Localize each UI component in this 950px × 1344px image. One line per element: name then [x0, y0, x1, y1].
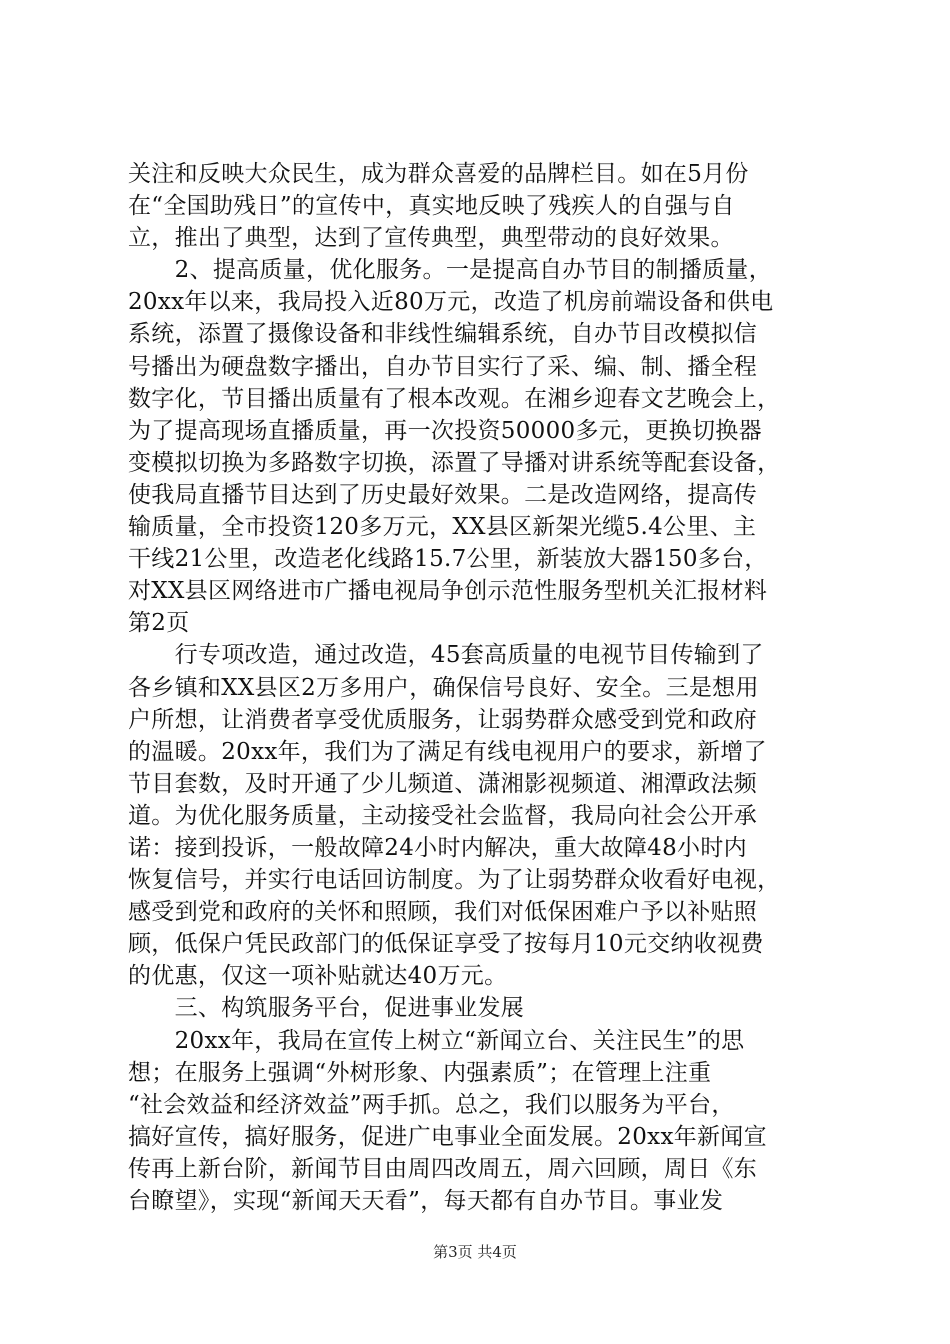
text-line: 使我局直播节目达到了历史最好效果。二是改造网络，提高传	[128, 481, 758, 508]
page-number: 第3页 共4页	[433, 1243, 517, 1261]
text-line: 顾，低保户凭民政部门的低保证享受了按每月10元交纳收视费	[128, 931, 764, 958]
text-line: 想；在服务上强调“外树形象、内强素质”；在管理上注重	[128, 1059, 712, 1086]
text-line: 在“全国助残日”的宣传中，真实地反映了残疾人的自强与自	[128, 193, 735, 220]
text-line: 各乡镇和XX县区2万多用户，确保信号良好、安全。三是想用	[128, 674, 759, 701]
text-line: 的温暖。20xx年，我们为了满足有线电视用户的要求，新增了	[128, 738, 767, 765]
text-line: 号播出为硬盘数字播出，自办节目实行了采、编、制、播全程	[128, 353, 758, 380]
text-line: 为了提高现场直播质量，再一次投资50000多元，更换切换器	[128, 417, 762, 444]
text-line: 数字化，节目播出质量有了根本改观。在湘乡迎春文艺晚会上，	[128, 385, 781, 412]
text-line: “社会效益和经济效益”两手抓。总之，我们以服务为平台，	[128, 1091, 735, 1118]
text-line: 系统，添置了摄像设备和非线性编辑系统，自办节目改模拟信	[128, 321, 758, 348]
page-footer	[0, 1242, 950, 1262]
text-line: 台瞭望》，实现“新闻天天看”，每天都有自办节目。事业发	[128, 1188, 724, 1214]
text-line: 20xx年以来，我局投入近80万元，改造了机房前端设备和供电	[128, 289, 774, 316]
text-line: 对XX县区网络进市广播电视局争创示范性服务型机关汇报材料	[128, 578, 768, 605]
text-line: 恢复信号，并实行电话回访制度。为了让弱势群众收看好电视，	[128, 867, 781, 894]
text-line: 行专项改造，通过改造，45套高质量的电视节目传输到了	[128, 642, 764, 669]
text-line: 诺：接到投诉，一般故障24小时内解决，重大故障48小时内	[128, 834, 747, 861]
body-text	[128, 158, 828, 1217]
text-line: 立，推出了典型，达到了宣传典型，典型带动的良好效果。	[128, 225, 734, 252]
text-line: 变模拟切换为多路数字切换，添置了导播对讲系统等配套设备，	[128, 449, 781, 476]
text-line: 传再上新台阶，新闻节目由周四改周五，周六回顾，周日《东	[128, 1155, 758, 1182]
text-line: 户所想，让消费者享受优质服务，让弱势群众感受到党和政府	[128, 706, 758, 733]
text-line: 道。为优化服务质量，主动接受社会监督，我局向社会公开承	[128, 802, 758, 829]
text-line: 节目套数，及时开通了少儿频道、潇湘影视频道、湘潭政法频	[128, 770, 758, 797]
text-line: 搞好宣传，搞好服务，促进广电事业全面发展。20xx年新闻宣	[128, 1123, 767, 1150]
text-line: 20xx年，我局在宣传上树立“新闻立台、关注民生”的思	[128, 1027, 745, 1054]
text-line: 感受到党和政府的关怀和照顾，我们对低保困难户予以补贴照	[128, 899, 758, 926]
text-line: 关注和反映大众民生，成为群众喜爱的品牌栏目。如在5月份	[128, 161, 749, 187]
text-line: 输质量，全市投资120多万元，XX县区新架光缆5.4公里、主	[128, 514, 757, 541]
text-line: 干线21公里，改造老化线路15.7公里，新装放大器150多台，	[128, 546, 768, 573]
text-line: 的优惠，仅这一项补贴就达40万元。	[128, 963, 508, 990]
section-heading: 三、构筑服务平台，促进事业发展	[128, 995, 525, 1022]
text-line: 第2页	[128, 610, 190, 637]
text-line: 2、提高质量，优化服务。一是提高自办节目的制播质量，	[128, 257, 773, 284]
